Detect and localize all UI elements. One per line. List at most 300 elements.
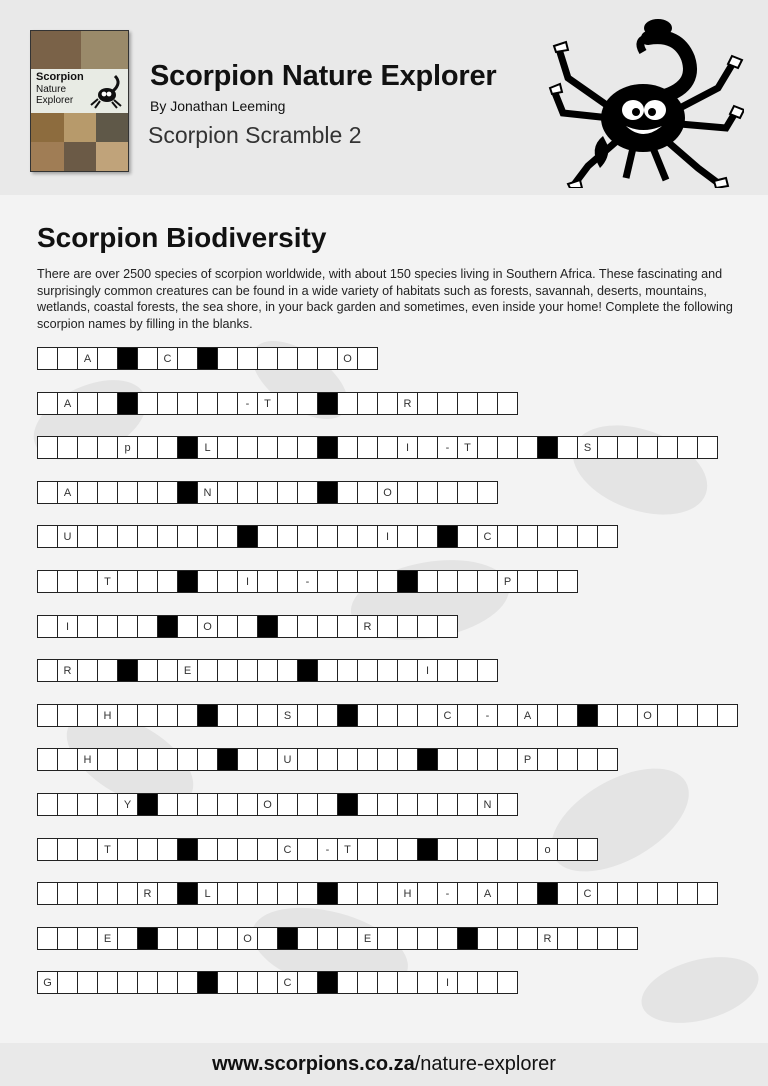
letter-cell-blank[interactable] [37,525,58,548]
letter-cell-blank[interactable] [217,392,238,415]
letter-cell-blank[interactable] [377,838,398,861]
letter-cell-blank[interactable] [357,570,378,593]
letter-cell-blank[interactable] [557,436,578,459]
letter-cell-blank[interactable] [437,392,458,415]
letter-cell-blank[interactable] [657,704,678,727]
letter-cell-blank[interactable] [137,525,158,548]
letter-cell-blank[interactable] [357,748,378,771]
letter-cell-blank[interactable] [137,659,158,682]
letter-cell-blank[interactable] [537,570,558,593]
letter-cell-blank[interactable] [337,392,358,415]
letter-cell-blank[interactable] [217,481,238,504]
letter-cell-blank[interactable] [477,927,498,950]
letter-cell-blank[interactable] [417,704,438,727]
letter-cell-blank[interactable] [177,793,198,816]
letter-cell-blank[interactable] [617,704,638,727]
letter-cell-blank[interactable] [557,704,578,727]
letter-cell-blank[interactable] [237,481,258,504]
letter-cell-blank[interactable] [357,525,378,548]
letter-cell-blank[interactable] [597,704,618,727]
letter-cell-blank[interactable] [137,615,158,638]
letter-cell-blank[interactable] [137,347,158,370]
letter-cell-blank[interactable] [257,927,278,950]
letter-cell-blank[interactable] [337,481,358,504]
letter-cell-blank[interactable] [497,838,518,861]
letter-cell-blank[interactable] [417,525,438,548]
letter-cell-blank[interactable] [117,971,138,994]
letter-cell-blank[interactable] [77,481,98,504]
letter-cell-blank[interactable] [37,436,58,459]
letter-cell-blank[interactable] [317,748,338,771]
letter-cell-blank[interactable] [477,971,498,994]
letter-cell-blank[interactable] [457,748,478,771]
letter-cell-blank[interactable] [517,927,538,950]
letter-cell-blank[interactable] [197,659,218,682]
letter-cell-blank[interactable] [457,971,478,994]
letter-cell-blank[interactable] [257,971,278,994]
letter-cell-blank[interactable] [617,436,638,459]
letter-cell-blank[interactable] [277,615,298,638]
letter-cell-blank[interactable] [297,793,318,816]
letter-cell-blank[interactable] [137,971,158,994]
letter-cell-blank[interactable] [117,704,138,727]
letter-cell-blank[interactable] [257,838,278,861]
letter-cell-blank[interactable] [517,838,538,861]
letter-cell-blank[interactable] [137,481,158,504]
letter-cell-blank[interactable] [217,971,238,994]
letter-cell-blank[interactable] [497,704,518,727]
letter-cell-blank[interactable] [277,882,298,905]
letter-cell-blank[interactable] [97,748,118,771]
letter-cell-blank[interactable] [297,525,318,548]
letter-cell-blank[interactable] [317,793,338,816]
letter-cell-blank[interactable] [377,704,398,727]
letter-cell-blank[interactable] [157,971,178,994]
letter-cell-blank[interactable] [217,615,238,638]
letter-cell-blank[interactable] [497,392,518,415]
letter-cell-blank[interactable] [217,704,238,727]
letter-cell-blank[interactable] [717,704,738,727]
letter-cell-blank[interactable] [57,704,78,727]
letter-cell-blank[interactable] [337,525,358,548]
letter-cell-blank[interactable] [317,927,338,950]
letter-cell-blank[interactable] [517,570,538,593]
letter-cell-blank[interactable] [517,436,538,459]
letter-cell-blank[interactable] [137,838,158,861]
letter-cell-blank[interactable] [677,882,698,905]
letter-cell-blank[interactable] [297,882,318,905]
letter-cell-blank[interactable] [137,392,158,415]
letter-cell-blank[interactable] [37,347,58,370]
letter-cell-blank[interactable] [277,392,298,415]
letter-cell-blank[interactable] [397,615,418,638]
letter-cell-blank[interactable] [157,392,178,415]
letter-cell-blank[interactable] [197,525,218,548]
letter-cell-blank[interactable] [37,659,58,682]
letter-cell-blank[interactable] [157,748,178,771]
letter-cell-blank[interactable] [137,570,158,593]
letter-cell-blank[interactable] [397,971,418,994]
letter-cell-blank[interactable] [277,525,298,548]
letter-cell-blank[interactable] [237,436,258,459]
letter-cell-blank[interactable] [397,927,418,950]
letter-cell-blank[interactable] [277,570,298,593]
letter-cell-blank[interactable] [257,882,278,905]
letter-cell-blank[interactable] [317,704,338,727]
letter-cell-blank[interactable] [197,838,218,861]
letter-cell-blank[interactable] [37,481,58,504]
letter-cell-blank[interactable] [217,347,238,370]
letter-cell-blank[interactable] [337,659,358,682]
letter-cell-blank[interactable] [557,882,578,905]
letter-cell-blank[interactable] [117,525,138,548]
letter-cell-blank[interactable] [77,525,98,548]
letter-cell-blank[interactable] [437,659,458,682]
letter-cell-blank[interactable] [697,436,718,459]
letter-cell-blank[interactable] [657,882,678,905]
letter-cell-blank[interactable] [77,570,98,593]
letter-cell-blank[interactable] [337,882,358,905]
letter-cell-blank[interactable] [297,748,318,771]
letter-cell-blank[interactable] [497,882,518,905]
letter-cell-blank[interactable] [457,392,478,415]
letter-cell-blank[interactable] [177,347,198,370]
letter-cell-blank[interactable] [257,570,278,593]
letter-cell-blank[interactable] [97,436,118,459]
letter-cell-blank[interactable] [517,882,538,905]
letter-cell-blank[interactable] [457,882,478,905]
letter-cell-blank[interactable] [237,882,258,905]
letter-cell-blank[interactable] [117,570,138,593]
letter-cell-blank[interactable] [157,793,178,816]
letter-cell-blank[interactable] [677,704,698,727]
letter-cell-blank[interactable] [597,882,618,905]
letter-cell-blank[interactable] [477,838,498,861]
letter-cell-blank[interactable] [97,793,118,816]
letter-cell-blank[interactable] [97,882,118,905]
letter-cell-blank[interactable] [257,659,278,682]
letter-cell-blank[interactable] [117,615,138,638]
letter-cell-blank[interactable] [377,971,398,994]
letter-cell-blank[interactable] [237,659,258,682]
letter-cell-blank[interactable] [377,615,398,638]
letter-cell-blank[interactable] [637,436,658,459]
letter-cell-blank[interactable] [197,570,218,593]
letter-cell-blank[interactable] [417,392,438,415]
letter-cell-blank[interactable] [317,570,338,593]
letter-cell-blank[interactable] [37,838,58,861]
letter-cell-blank[interactable] [77,838,98,861]
letter-cell-blank[interactable] [317,615,338,638]
letter-cell-blank[interactable] [457,659,478,682]
letter-cell-blank[interactable] [77,793,98,816]
letter-cell-blank[interactable] [377,882,398,905]
letter-cell-blank[interactable] [97,659,118,682]
letter-cell-blank[interactable] [477,659,498,682]
letter-cell-blank[interactable] [477,748,498,771]
letter-cell-blank[interactable] [77,927,98,950]
letter-cell-blank[interactable] [377,436,398,459]
letter-cell-blank[interactable] [57,882,78,905]
letter-cell-blank[interactable] [117,748,138,771]
letter-cell-blank[interactable] [417,570,438,593]
letter-cell-blank[interactable] [57,838,78,861]
letter-cell-blank[interactable] [537,525,558,548]
letter-cell-blank[interactable] [457,525,478,548]
letter-cell-blank[interactable] [197,748,218,771]
letter-cell-blank[interactable] [337,436,358,459]
letter-cell-blank[interactable] [357,793,378,816]
letter-cell-blank[interactable] [97,481,118,504]
letter-cell-blank[interactable] [597,927,618,950]
letter-cell-blank[interactable] [457,570,478,593]
letter-cell-blank[interactable] [617,927,638,950]
letter-cell-blank[interactable] [377,659,398,682]
letter-cell-blank[interactable] [357,659,378,682]
letter-cell-blank[interactable] [537,704,558,727]
letter-cell-blank[interactable] [277,659,298,682]
letter-cell-blank[interactable] [297,971,318,994]
letter-cell-blank[interactable] [57,570,78,593]
letter-cell-blank[interactable] [157,927,178,950]
letter-cell-blank[interactable] [257,748,278,771]
letter-cell-blank[interactable] [577,748,598,771]
letter-cell-blank[interactable] [357,436,378,459]
letter-cell-blank[interactable] [357,971,378,994]
letter-cell-blank[interactable] [397,659,418,682]
letter-cell-blank[interactable] [377,392,398,415]
letter-cell-blank[interactable] [377,793,398,816]
letter-cell-blank[interactable] [457,838,478,861]
letter-cell-blank[interactable] [337,927,358,950]
letter-cell-blank[interactable] [457,793,478,816]
letter-cell-blank[interactable] [57,971,78,994]
letter-cell-blank[interactable] [97,615,118,638]
letter-cell-blank[interactable] [557,838,578,861]
letter-cell-blank[interactable] [77,392,98,415]
letter-cell-blank[interactable] [657,436,678,459]
letter-cell-blank[interactable] [157,525,178,548]
letter-cell-blank[interactable] [437,748,458,771]
letter-cell-blank[interactable] [297,615,318,638]
letter-cell-blank[interactable] [697,704,718,727]
letter-cell-blank[interactable] [537,748,558,771]
letter-cell-blank[interactable] [277,347,298,370]
letter-cell-blank[interactable] [137,704,158,727]
letter-cell-blank[interactable] [357,838,378,861]
letter-cell-blank[interactable] [377,748,398,771]
letter-cell-blank[interactable] [117,882,138,905]
letter-cell-blank[interactable] [57,748,78,771]
letter-cell-blank[interactable] [337,615,358,638]
letter-cell-blank[interactable] [497,793,518,816]
letter-cell-blank[interactable] [477,436,498,459]
letter-cell-blank[interactable] [437,838,458,861]
letter-cell-blank[interactable] [217,525,238,548]
letter-cell-blank[interactable] [217,436,238,459]
letter-cell-blank[interactable] [197,927,218,950]
letter-cell-blank[interactable] [437,615,458,638]
letter-cell-blank[interactable] [157,882,178,905]
letter-cell-blank[interactable] [297,838,318,861]
letter-cell-blank[interactable] [417,436,438,459]
letter-cell-blank[interactable] [177,392,198,415]
letter-cell-blank[interactable] [577,927,598,950]
letter-cell-blank[interactable] [677,436,698,459]
letter-cell-blank[interactable] [317,525,338,548]
letter-cell-blank[interactable] [417,882,438,905]
letter-cell-blank[interactable] [177,525,198,548]
letter-cell-blank[interactable] [497,436,518,459]
letter-cell-blank[interactable] [157,436,178,459]
letter-cell-blank[interactable] [397,525,418,548]
letter-cell-blank[interactable] [297,436,318,459]
letter-cell-blank[interactable] [117,927,138,950]
letter-cell-blank[interactable] [77,882,98,905]
letter-cell-blank[interactable] [257,347,278,370]
letter-cell-blank[interactable] [557,525,578,548]
letter-cell-blank[interactable] [217,659,238,682]
letter-cell-blank[interactable] [277,436,298,459]
letter-cell-blank[interactable] [177,971,198,994]
letter-cell-blank[interactable] [337,748,358,771]
letter-cell-blank[interactable] [457,481,478,504]
letter-cell-blank[interactable] [97,347,118,370]
letter-cell-blank[interactable] [157,659,178,682]
letter-cell-blank[interactable] [417,615,438,638]
letter-cell-blank[interactable] [57,927,78,950]
letter-cell-blank[interactable] [377,927,398,950]
letter-cell-blank[interactable] [557,927,578,950]
letter-cell-blank[interactable] [477,570,498,593]
letter-cell-blank[interactable] [77,659,98,682]
letter-cell-blank[interactable] [477,392,498,415]
letter-cell-blank[interactable] [497,971,518,994]
letter-cell-blank[interactable] [597,525,618,548]
letter-cell-blank[interactable] [197,793,218,816]
letter-cell-blank[interactable] [97,525,118,548]
letter-cell-blank[interactable] [397,748,418,771]
letter-cell-blank[interactable] [37,570,58,593]
letter-cell-blank[interactable] [137,748,158,771]
letter-cell-blank[interactable] [437,570,458,593]
letter-cell-blank[interactable] [297,392,318,415]
letter-cell-blank[interactable] [357,481,378,504]
letter-cell-blank[interactable] [197,392,218,415]
letter-cell-blank[interactable] [57,793,78,816]
letter-cell-blank[interactable] [257,704,278,727]
letter-cell-blank[interactable] [237,793,258,816]
letter-cell-blank[interactable] [57,436,78,459]
letter-cell-blank[interactable] [497,927,518,950]
letter-cell-blank[interactable] [157,570,178,593]
letter-cell-blank[interactable] [517,525,538,548]
letter-cell-blank[interactable] [357,704,378,727]
letter-cell-blank[interactable] [437,481,458,504]
letter-cell-blank[interactable] [57,347,78,370]
letter-cell-blank[interactable] [497,525,518,548]
letter-cell-blank[interactable] [217,570,238,593]
letter-cell-blank[interactable] [177,704,198,727]
letter-cell-blank[interactable] [297,481,318,504]
letter-cell-blank[interactable] [557,748,578,771]
letter-cell-blank[interactable] [477,481,498,504]
letter-cell-blank[interactable] [37,392,58,415]
letter-cell-blank[interactable] [237,704,258,727]
letter-cell-blank[interactable] [317,347,338,370]
letter-cell-blank[interactable] [177,927,198,950]
letter-cell-blank[interactable] [237,347,258,370]
letter-cell-blank[interactable] [337,971,358,994]
letter-cell-blank[interactable] [417,481,438,504]
letter-cell-blank[interactable] [417,793,438,816]
letter-cell-blank[interactable] [297,927,318,950]
letter-cell-blank[interactable] [37,927,58,950]
letter-cell-blank[interactable] [457,704,478,727]
letter-cell-blank[interactable] [157,704,178,727]
letter-cell-blank[interactable] [237,748,258,771]
letter-cell-blank[interactable] [217,793,238,816]
letter-cell-blank[interactable] [217,927,238,950]
letter-cell-blank[interactable] [237,838,258,861]
letter-cell-blank[interactable] [417,971,438,994]
letter-cell-blank[interactable] [177,615,198,638]
letter-cell-blank[interactable] [217,838,238,861]
letter-cell-blank[interactable] [417,927,438,950]
letter-cell-blank[interactable] [77,615,98,638]
letter-cell-blank[interactable] [597,436,618,459]
letter-cell-blank[interactable] [357,347,378,370]
letter-cell-blank[interactable] [437,793,458,816]
letter-cell-blank[interactable] [277,481,298,504]
letter-cell-blank[interactable] [97,971,118,994]
letter-cell-blank[interactable] [297,704,318,727]
letter-cell-blank[interactable] [37,748,58,771]
letter-cell-blank[interactable] [177,748,198,771]
letter-cell-blank[interactable] [577,525,598,548]
letter-cell-blank[interactable] [237,615,258,638]
letter-cell-blank[interactable] [37,704,58,727]
letter-cell-blank[interactable] [577,838,598,861]
letter-cell-blank[interactable] [557,570,578,593]
letter-cell-blank[interactable] [217,882,238,905]
letter-cell-blank[interactable] [637,882,658,905]
letter-cell-blank[interactable] [357,882,378,905]
letter-cell-blank[interactable] [37,615,58,638]
letter-cell-blank[interactable] [377,570,398,593]
letter-cell-blank[interactable] [117,481,138,504]
letter-cell-blank[interactable] [277,793,298,816]
letter-cell-blank[interactable] [497,748,518,771]
letter-cell-blank[interactable] [617,882,638,905]
letter-cell-blank[interactable] [257,481,278,504]
letter-cell-blank[interactable] [357,392,378,415]
letter-cell-blank[interactable] [337,570,358,593]
letter-cell-blank[interactable] [257,525,278,548]
letter-cell-blank[interactable] [157,481,178,504]
letter-cell-blank[interactable] [77,971,98,994]
letter-cell-blank[interactable] [397,481,418,504]
letter-cell-blank[interactable] [697,882,718,905]
letter-cell-blank[interactable] [77,704,98,727]
letter-cell-blank[interactable] [37,793,58,816]
letter-cell-blank[interactable] [397,838,418,861]
letter-cell-blank[interactable] [317,659,338,682]
letter-cell-blank[interactable] [597,748,618,771]
letter-cell-blank[interactable] [297,347,318,370]
letter-cell-blank[interactable] [137,436,158,459]
letter-cell-blank[interactable] [97,392,118,415]
